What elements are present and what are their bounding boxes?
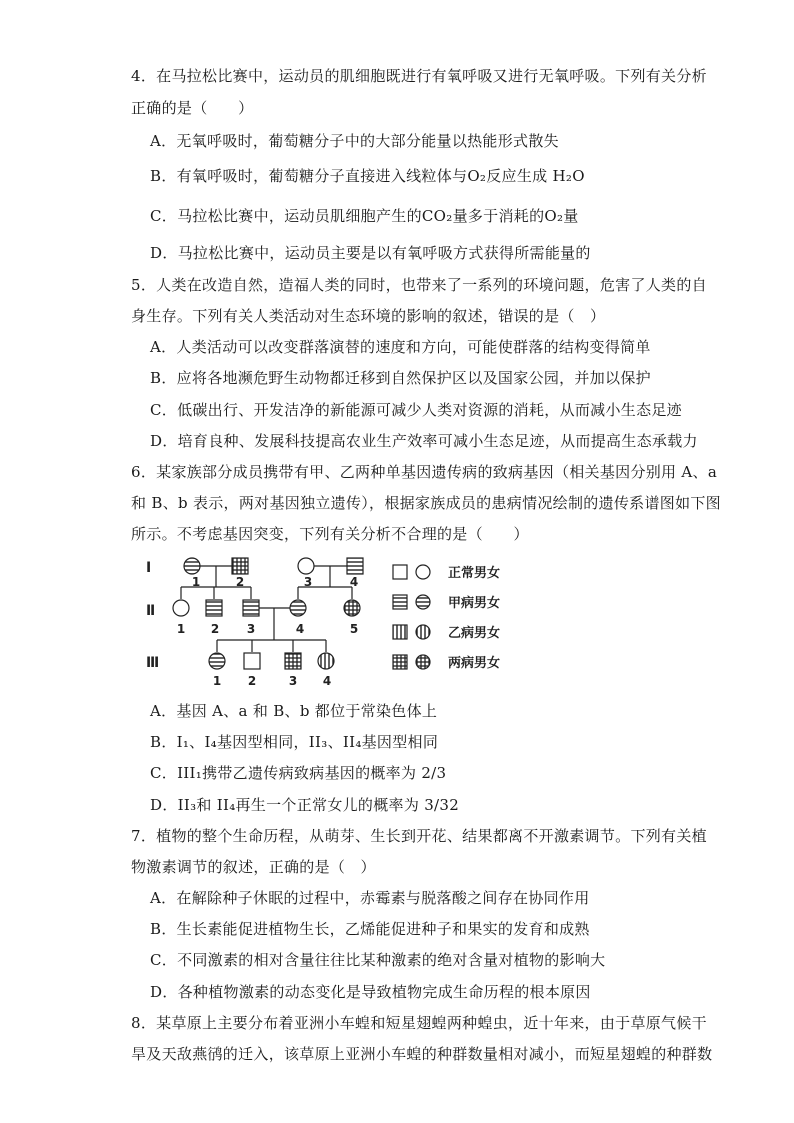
legend-jia-female <box>416 595 430 609</box>
q6-stem-line3: 所示。不考虑基因突变，下列有关分析不合理的是（ ） <box>131 525 529 543</box>
legend-yi-male <box>393 625 407 639</box>
q7-option-a: A．在解除种子休眠的过程中，赤霉素与脱落酸之间存在协同作用 <box>150 889 590 907</box>
pedigree-num-iii3: 3 <box>288 674 298 688</box>
q4-option-a: A．无氧呼吸时，葡萄糖分子中的大部分能量以热能形式散失 <box>150 132 559 150</box>
pedigree-num-iii4: 4 <box>322 674 332 688</box>
legend-yi-female <box>416 625 430 639</box>
pedigree-num-ii5: 5 <box>349 622 359 636</box>
pedigree-ii5-female-both <box>344 600 360 616</box>
q5-option-c: C．低碳出行、开发洁净的新能源可减少人类对资源的消耗，从而减小生态足迹 <box>150 401 682 419</box>
pedigree-num-iii2: 2 <box>247 674 257 688</box>
legend-normal-label: 正常男女 <box>448 566 501 581</box>
legend-yi-label: 乙病男女 <box>448 626 501 641</box>
pedigree-gen-label-i: Ⅰ <box>146 560 152 576</box>
pedigree-ii4-female-jia <box>290 600 306 616</box>
legend-jia-label: 甲病男女 <box>448 596 501 611</box>
pedigree-gen-label-ii: Ⅱ <box>146 603 156 619</box>
q4-stem-line1: 4．在马拉松比赛中，运动员的肌细胞既进行有氧呼吸又进行无氧呼吸。下列有关分析 <box>131 67 707 85</box>
legend-normal-male <box>393 565 407 579</box>
legend-both-male <box>393 655 407 669</box>
q5-option-d: D．培育良种、发展科技提高农业生产效率可减小生态足迹，从而提高生态承载力 <box>150 432 698 450</box>
pedigree-num-i2: 2 <box>235 575 245 589</box>
pedigree-chart <box>140 553 520 693</box>
q8-stem-line2: 旱及天敌燕鸻的迁入，该草原上亚洲小车蝗的种群数量相对减小，而短星翅蝗的种群数 <box>131 1045 713 1063</box>
pedigree-num-i4: 4 <box>349 575 359 589</box>
pedigree-iii3-male-both <box>285 653 301 669</box>
pedigree-gen-label-iii: Ⅲ <box>146 655 160 671</box>
q7-stem-line1: 7．植物的整个生命历程，从萌芽、生长到开花、结果都离不开激素调节。下列有关植 <box>131 827 707 845</box>
pedigree-ii3-male-jia <box>243 600 259 616</box>
q6-stem-line1: 6．某家族部分成员携带有甲、乙两种单基因遗传病的致病基因（相关基因分别用 A、a <box>131 463 718 481</box>
q6-option-c: C．III₁携带乙遗传病致病基因的概率为 2/3 <box>150 764 447 782</box>
pedigree-ii1-female-normal <box>173 600 189 616</box>
pedigree-num-ii1: 1 <box>176 622 186 636</box>
q6-option-d: D．II₃和 II₄再生一个正常女儿的概率为 3/32 <box>150 796 460 814</box>
q7-option-c: C．不同激素的相对含量往往比某种激素的绝对含量对植物的影响大 <box>150 951 606 969</box>
q5-option-b: B．应将各地濒危野生动物都迁移到自然保护区以及国家公园，并加以保护 <box>150 369 651 387</box>
pedigree-iii4-female-yi <box>318 653 334 669</box>
q4-option-d: D．马拉松比赛中，运动员主要是以有氧呼吸方式获得所需能量的 <box>150 244 591 262</box>
pedigree-iii1-female-jia <box>209 653 225 669</box>
q7-option-d: D．各种植物激素的动态变化是导致植物完成生命历程的根本原因 <box>150 983 591 1001</box>
pedigree-num-iii1: 1 <box>212 674 222 688</box>
legend-both-label: 两病男女 <box>448 656 501 671</box>
q6-stem-line2: 和 B、b 表示，两对基因独立遗传），根据家族成员的患病情况绘制的遗传系谱图如下图 <box>131 494 721 512</box>
q5-stem-line2: 身生存。下列有关人类活动对生态环境的影响的叙述，错误的是（ ） <box>131 307 606 325</box>
pedigree-num-i3: 3 <box>303 575 313 589</box>
legend-jia-male <box>393 595 407 609</box>
q8-stem-line1: 8．某草原上主要分布着亚洲小车蝗和短星翅蝗两种蝗虫，近十年来，由于草原气候干 <box>131 1014 707 1032</box>
pedigree-num-ii2: 2 <box>210 622 220 636</box>
q6-option-a: A．基因 A、a 和 B、b 都位于常染色体上 <box>150 702 438 720</box>
pedigree-num-i1: 1 <box>191 575 201 589</box>
pedigree-i4-male-jia <box>347 558 363 574</box>
pedigree-num-ii3: 3 <box>246 622 256 636</box>
q4-option-c: C．马拉松比赛中，运动员肌细胞产生的CO₂量多于消耗的O₂量 <box>150 207 579 225</box>
q4-option-b: B．有氧呼吸时，葡萄糖分子直接进入线粒体与O₂反应生成 H₂O <box>150 167 585 185</box>
pedigree-i2-male-both <box>232 558 248 574</box>
q7-option-b: B．生长素能促进植物生长，乙烯能促进种子和果实的发育和成熟 <box>150 920 590 938</box>
q7-stem-line2: 物激素调节的叙述，正确的是（ ） <box>131 858 376 876</box>
q5-option-a: A．人类活动可以改变群落演替的速度和方向，可能使群落的结构变得简单 <box>150 338 651 356</box>
pedigree-legend <box>393 565 500 671</box>
legend-both-female <box>416 655 430 669</box>
pedigree-i3-female-normal <box>298 558 314 574</box>
legend-normal-female <box>416 565 430 579</box>
pedigree-i1-female-jia <box>184 558 200 574</box>
pedigree-num-ii4: 4 <box>295 622 305 636</box>
pedigree-ii2-male-jia <box>206 600 222 616</box>
q5-stem-line1: 5．人类在改造自然，造福人类的同时，也带来了一系列的环境问题，危害了人类的自 <box>131 276 707 294</box>
q4-stem-line2: 正确的是（ ） <box>131 99 254 117</box>
pedigree-iii2-male-normal <box>244 653 260 669</box>
q6-option-b: B．I₁、I₄基因型相同，II₃、II₄基因型相同 <box>150 733 439 751</box>
